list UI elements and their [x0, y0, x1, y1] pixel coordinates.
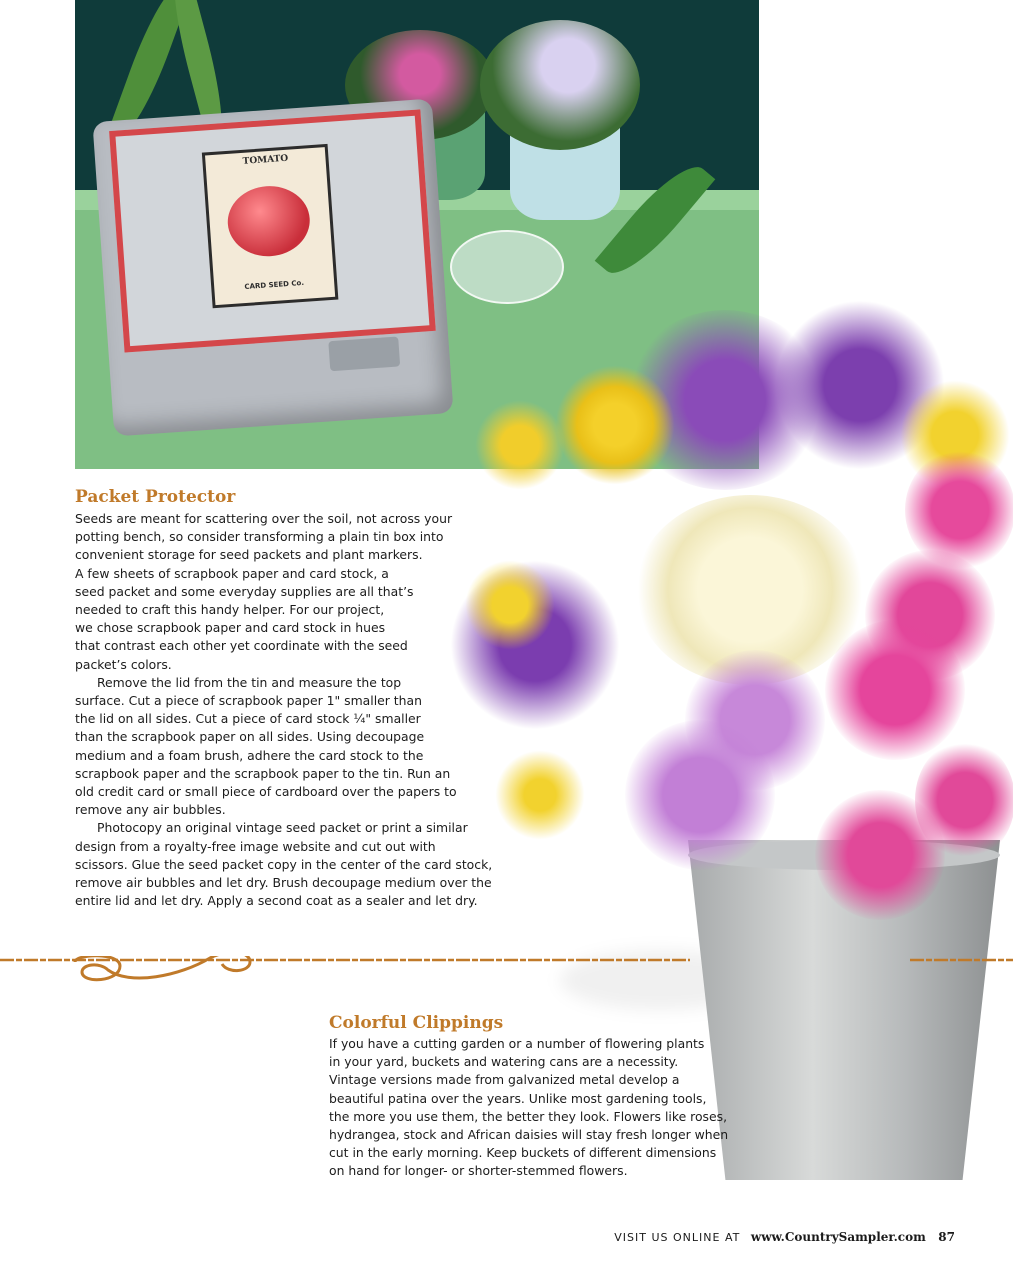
text-line: needed to craft this handy helper. For our project, [75, 602, 385, 618]
text-line: we chose scrapbook paper and card stock in hues [75, 620, 386, 636]
text-line: hydrangea, stock and African daisies will stay fresh longer when [329, 1127, 729, 1143]
text-line: packet’s colors. [75, 656, 172, 672]
text-line: Remove the lid from the tin and measure the top [97, 674, 402, 690]
packet-protector-heading: Packet Protector [75, 487, 236, 507]
text-line: cut in the early morning. Keep buckets of different dimensions [329, 1145, 717, 1161]
text-line: the lid on all sides. Cut a piece of card stock ¼" smaller [75, 711, 421, 727]
paragraph-3 [75, 819, 492, 910]
text-line: Vintage versions made from galvanized metal develop a [329, 1072, 680, 1088]
colorful-clippings-heading: Colorful Clippings [329, 1013, 504, 1033]
flower-bouquet [445, 270, 1013, 970]
seed-packet-title: TOMATO [242, 153, 289, 167]
colorful-clippings-body [329, 1035, 728, 1181]
text-line: on hand for longer- or shorter-stemmed flowers. [329, 1163, 628, 1179]
text-line: A few sheets of scrapbook paper and card stock, a [75, 565, 389, 581]
text-line: surface. Cut a piece of scrapbook paper 1" smaller than [75, 693, 422, 709]
ornamental-divider [0, 956, 1013, 996]
text-line: that contrast each other yet coordinate with the seed [75, 638, 408, 654]
text-line: scrapbook paper and the scrapbook paper to the tin. Run an [75, 765, 451, 781]
paragraph-1 [75, 510, 492, 674]
text-line: old credit card or small piece of cardboard over the papers to [75, 784, 457, 800]
visit-label: VISIT US ONLINE AT [614, 1231, 741, 1244]
text-line: scissors. Glue the seed packet copy in the center of the card stock, [75, 856, 493, 872]
page-number: 87 [938, 1230, 955, 1244]
text-line: design from a royalty-free image website and cut out with [75, 838, 436, 854]
tomato-illustration [225, 183, 312, 259]
text-line: seed packet and some everyday supplies are all that’s [75, 583, 414, 599]
page-footer [614, 1230, 955, 1244]
paragraph-2 [75, 674, 492, 820]
text-line: entire lid and let dry. Apply a second coat as a sealer and let dry. [75, 893, 478, 909]
text-line: potting bench, so consider transforming a plain tin box into [75, 529, 444, 545]
text-line: the more you use them, the better they look. Flowers like roses, [329, 1108, 728, 1124]
tin-box [92, 99, 453, 437]
text-line: than the scrapbook paper on all sides. Using decoupage [75, 729, 425, 745]
tin-lid [109, 109, 436, 352]
text-line: Seeds are meant for scattering over the soil, not across your [75, 511, 453, 526]
text-line: Photocopy an original vintage seed packet or print a similar [97, 820, 468, 836]
seed-packet-brand: CARD SEED Co. [244, 278, 305, 292]
text-line: in your yard, buckets and watering cans are a necessity. [329, 1054, 679, 1070]
text-line: convenient storage for seed packets and plant markers. [75, 547, 423, 563]
seed-packet-label [202, 144, 339, 308]
text-line: remove air bubbles and let dry. Brush decoupage medium over the [75, 875, 492, 891]
text-line: beautiful patina over the years. Unlike most gardening tools, [329, 1090, 707, 1106]
text-line: If you have a cutting garden or a number of flowering plants [329, 1036, 705, 1051]
text-line: remove any air bubbles. [75, 802, 226, 818]
website-url[interactable]: www.CountrySampler.com [750, 1230, 926, 1244]
text-line: medium and a foam brush, adhere the card stock to the [75, 747, 424, 763]
tin-latch [328, 336, 400, 371]
packet-protector-body [75, 510, 492, 910]
